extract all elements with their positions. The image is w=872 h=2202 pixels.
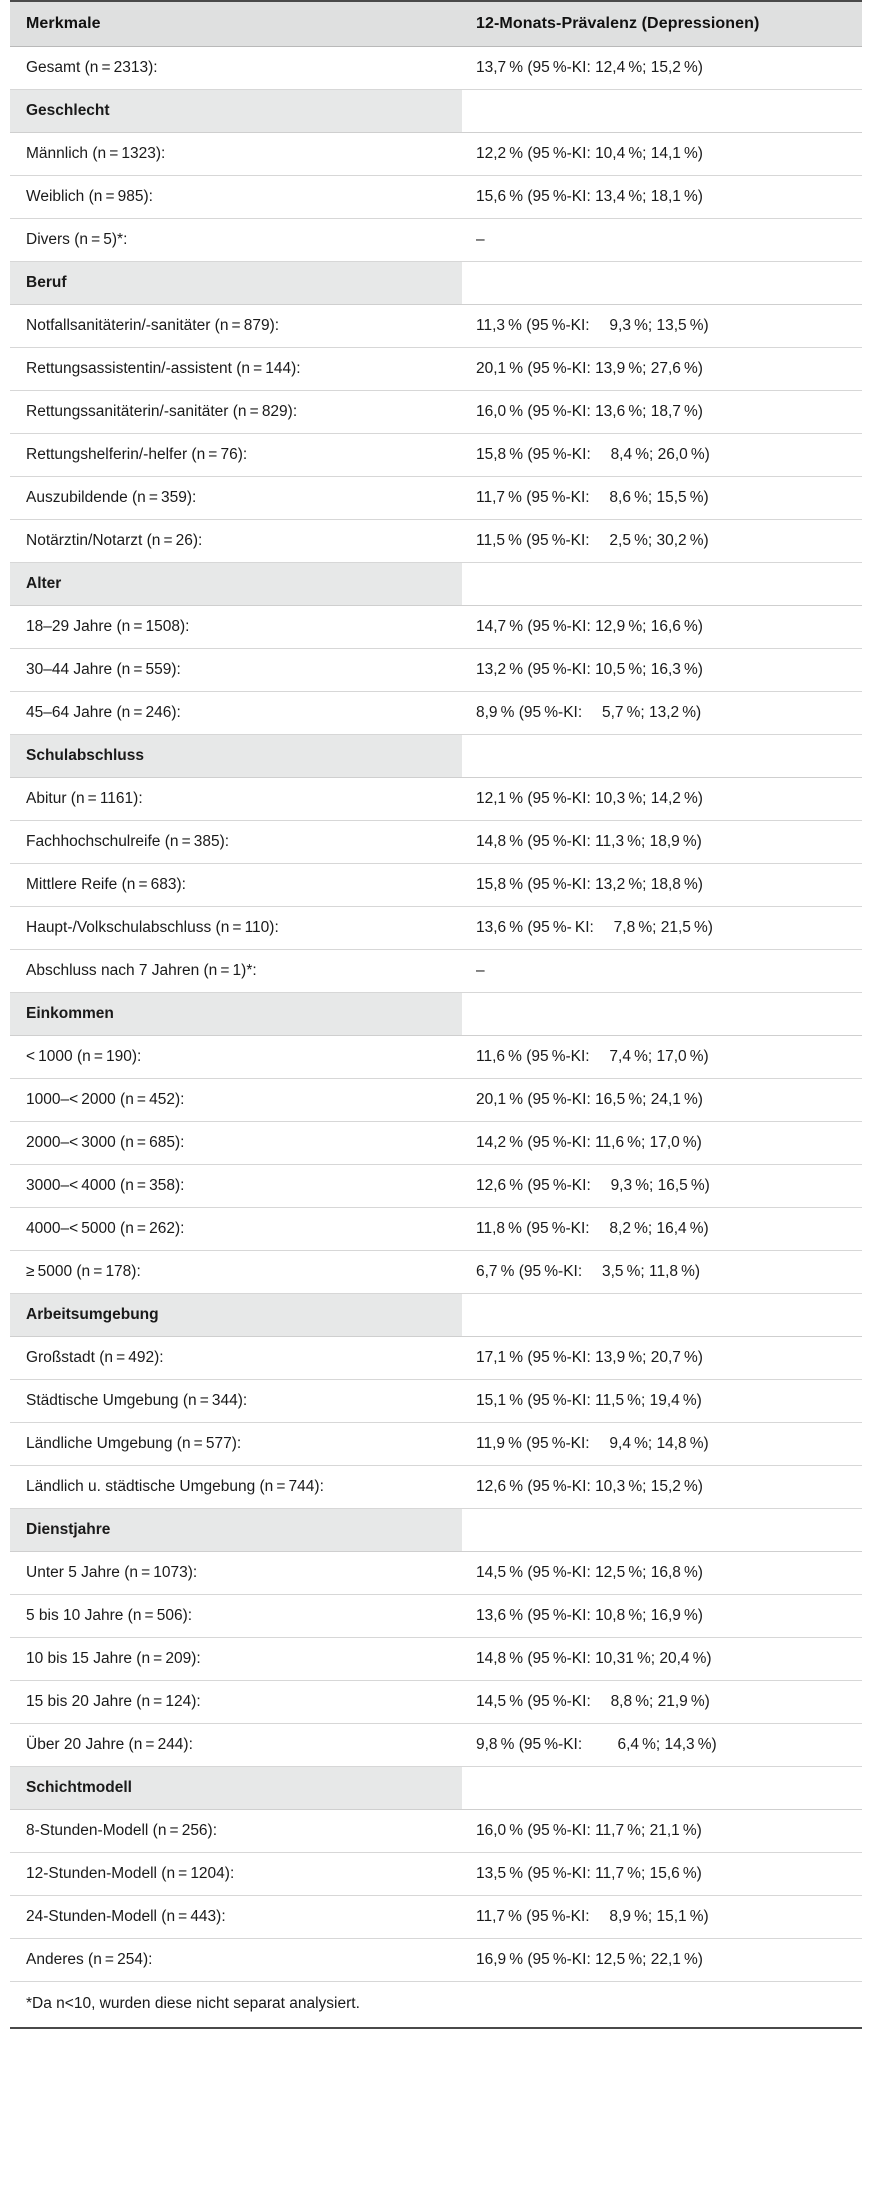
- row-value: 11,9 % (95 %-KI: 9,4 %; 14,8 %): [462, 1423, 862, 1466]
- group-value: [462, 90, 862, 133]
- table-row: [10, 47, 862, 90]
- row-label: 24-Stunden-Modell (n = 443):: [10, 1896, 462, 1939]
- table-row: [10, 1724, 862, 1767]
- row-label: Rettungssanitäterin/-sanitäter (n = 829):: [10, 391, 462, 434]
- row-label: 4000–< 5000 (n = 262):: [10, 1208, 462, 1251]
- table-header-row: [10, 1, 862, 47]
- row-value: 13,6 % (95 %-KI: 10,8 %; 16,9 %): [462, 1595, 862, 1638]
- group-label: Geschlecht: [10, 90, 462, 133]
- table-row: [10, 1337, 862, 1380]
- row-value: 11,7 % (95 %-KI: 8,9 %; 15,1 %): [462, 1896, 862, 1939]
- row-label: Über 20 Jahre (n = 244):: [10, 1724, 462, 1767]
- row-label: Männlich (n = 1323):: [10, 133, 462, 176]
- table-row: [10, 1208, 862, 1251]
- table-row: [10, 1036, 862, 1079]
- group-label: Schulabschluss: [10, 735, 462, 778]
- table-row: [10, 348, 862, 391]
- row-label: Rettungsassistentin/-assistent (n = 144):: [10, 348, 462, 391]
- row-value: 16,0 % (95 %-KI: 13,6 %; 18,7 %): [462, 391, 862, 434]
- table-row: [10, 1853, 862, 1896]
- row-label: 30–44 Jahre (n = 559):: [10, 649, 462, 692]
- row-label: 8-Stunden-Modell (n = 256):: [10, 1810, 462, 1853]
- row-value: 15,8 % (95 %-KI: 13,2 %; 18,8 %): [462, 864, 862, 907]
- table-row: [10, 176, 862, 219]
- table-row: [10, 477, 862, 520]
- table-row: [10, 606, 862, 649]
- table-row: [10, 1251, 862, 1294]
- row-value: 8,9 % (95 %-KI: 5,7 %; 13,2 %): [462, 692, 862, 735]
- row-value: 11,5 % (95 %-KI: 2,5 %; 30,2 %): [462, 520, 862, 563]
- table-row: [10, 434, 862, 477]
- table-row: [10, 1466, 862, 1509]
- table-group-row: [10, 90, 862, 133]
- group-label: Arbeitsumgebung: [10, 1294, 462, 1337]
- table-row: [10, 520, 862, 563]
- prevalence-table: [10, 0, 862, 1982]
- table-row: [10, 950, 862, 993]
- group-label: Einkommen: [10, 993, 462, 1036]
- table-row: [10, 1896, 862, 1939]
- row-value: 11,8 % (95 %-KI: 8,2 %; 16,4 %): [462, 1208, 862, 1251]
- table-row: [10, 1939, 862, 1982]
- table-row: [10, 1638, 862, 1681]
- row-value: 20,1 % (95 %-KI: 13,9 %; 27,6 %): [462, 348, 862, 391]
- table-group-row: [10, 993, 862, 1036]
- table-group-row: [10, 1509, 862, 1552]
- table-row: [10, 778, 862, 821]
- row-label: 12-Stunden-Modell (n = 1204):: [10, 1853, 462, 1896]
- row-label: Städtische Umgebung (n = 344):: [10, 1380, 462, 1423]
- table-row: [10, 133, 862, 176]
- row-value: –: [462, 219, 862, 262]
- table-row: [10, 305, 862, 348]
- row-label: Auszubildende (n = 359):: [10, 477, 462, 520]
- table-group-row: [10, 735, 862, 778]
- row-label: ≥ 5000 (n = 178):: [10, 1251, 462, 1294]
- table-group-row: [10, 1767, 862, 1810]
- table-row: [10, 649, 862, 692]
- table-footnote: *Da n<10, wurden diese nicht separat analysiert.: [10, 1982, 862, 2029]
- row-label: Unter 5 Jahre (n = 1073):: [10, 1552, 462, 1595]
- row-label: Abschluss nach 7 Jahren (n = 1)*:: [10, 950, 462, 993]
- row-value: 11,7 % (95 %-KI: 8,6 %; 15,5 %): [462, 477, 862, 520]
- table-row: [10, 1552, 862, 1595]
- row-label: Divers (n = 5)*:: [10, 219, 462, 262]
- row-value: 14,5 % (95 %-KI: 12,5 %; 16,8 %): [462, 1552, 862, 1595]
- row-value: 20,1 % (95 %-KI: 16,5 %; 24,1 %): [462, 1079, 862, 1122]
- row-value: 17,1 % (95 %-KI: 13,9 %; 20,7 %): [462, 1337, 862, 1380]
- table-row: [10, 1810, 862, 1853]
- row-label: 5 bis 10 Jahre (n = 506):: [10, 1595, 462, 1638]
- group-value: [462, 1767, 862, 1810]
- table-row: [10, 391, 862, 434]
- row-label: 2000–< 3000 (n = 685):: [10, 1122, 462, 1165]
- row-label: 10 bis 15 Jahre (n = 209):: [10, 1638, 462, 1681]
- table-row: [10, 1165, 862, 1208]
- row-label: < 1000 (n = 190):: [10, 1036, 462, 1079]
- row-value: 12,6 % (95 %-KI: 10,3 %; 15,2 %): [462, 1466, 862, 1509]
- row-value: 14,7 % (95 %-KI: 12,9 %; 16,6 %): [462, 606, 862, 649]
- row-label: Haupt-/Volkschulabschluss (n = 110):: [10, 907, 462, 950]
- row-value: 14,8 % (95 %-KI: 10,31 %; 20,4 %): [462, 1638, 862, 1681]
- row-label: Ländlich u. städtische Umgebung (n = 744):: [10, 1466, 462, 1509]
- row-label: Notärztin/Notarzt (n = 26):: [10, 520, 462, 563]
- row-label: Notfallsanitäterin/-sanitäter (n = 879):: [10, 305, 462, 348]
- group-label: Dienstjahre: [10, 1509, 462, 1552]
- table-row: [10, 1681, 862, 1724]
- row-value: 12,1 % (95 %-KI: 10,3 %; 14,2 %): [462, 778, 862, 821]
- row-label: Großstadt (n = 492):: [10, 1337, 462, 1380]
- table-row: [10, 907, 862, 950]
- row-label: 15 bis 20 Jahre (n = 124):: [10, 1681, 462, 1724]
- row-value: 15,1 % (95 %-KI: 11,5 %; 19,4 %): [462, 1380, 862, 1423]
- group-value: [462, 1294, 862, 1337]
- row-value: 16,9 % (95 %-KI: 12,5 %; 22,1 %): [462, 1939, 862, 1982]
- group-label: Alter: [10, 563, 462, 606]
- table-group-row: [10, 563, 862, 606]
- table-row: [10, 864, 862, 907]
- table-row: [10, 219, 862, 262]
- row-label: Anderes (n = 254):: [10, 1939, 462, 1982]
- row-value: 16,0 % (95 %-KI: 11,7 %; 21,1 %): [462, 1810, 862, 1853]
- table-row: [10, 821, 862, 864]
- row-label: 3000–< 4000 (n = 358):: [10, 1165, 462, 1208]
- table-body: [10, 47, 862, 1982]
- row-value: 9,8 % (95 %-KI: 6,4 %; 14,3 %): [462, 1724, 862, 1767]
- row-value: 13,6 % (95 %- KI: 7,8 %; 21,5 %): [462, 907, 862, 950]
- row-value: 15,8 % (95 %-KI: 8,4 %; 26,0 %): [462, 434, 862, 477]
- group-value: [462, 563, 862, 606]
- table-row: [10, 1079, 862, 1122]
- row-value: 15,6 % (95 %-KI: 13,4 %; 18,1 %): [462, 176, 862, 219]
- row-value: 13,5 % (95 %-KI: 11,7 %; 15,6 %): [462, 1853, 862, 1896]
- row-label: Mittlere Reife (n = 683):: [10, 864, 462, 907]
- row-value: 14,2 % (95 %-KI: 11,6 %; 17,0 %): [462, 1122, 862, 1165]
- table-row: [10, 1595, 862, 1638]
- row-value: 11,6 % (95 %-KI: 7,4 %; 17,0 %): [462, 1036, 862, 1079]
- row-value: 12,2 % (95 %-KI: 10,4 %; 14,1 %): [462, 133, 862, 176]
- row-label: Abitur (n = 1161):: [10, 778, 462, 821]
- column-header-praevalenz: 12-Monats-Prävalenz (Depressionen): [462, 1, 862, 47]
- table-row: [10, 1122, 862, 1165]
- group-value: [462, 262, 862, 305]
- column-header-merkmale: Merkmale: [10, 1, 462, 47]
- group-value: [462, 735, 862, 778]
- row-label: Fachhochschulreife (n = 385):: [10, 821, 462, 864]
- row-label: Ländliche Umgebung (n = 577):: [10, 1423, 462, 1466]
- row-label: Weiblich (n = 985):: [10, 176, 462, 219]
- group-value: [462, 1509, 862, 1552]
- row-label: 18–29 Jahre (n = 1508):: [10, 606, 462, 649]
- table-group-row: [10, 1294, 862, 1337]
- row-value: 14,8 % (95 %-KI: 11,3 %; 18,9 %): [462, 821, 862, 864]
- row-label: 1000–< 2000 (n = 452):: [10, 1079, 462, 1122]
- row-value: 6,7 % (95 %-KI: 3,5 %; 11,8 %): [462, 1251, 862, 1294]
- group-label: Beruf: [10, 262, 462, 305]
- row-value: 13,7 % (95 %-KI: 12,4 %; 15,2 %): [462, 47, 862, 90]
- row-label: Gesamt (n = 2313):: [10, 47, 462, 90]
- table-row: [10, 1423, 862, 1466]
- row-value: 11,3 % (95 %-KI: 9,3 %; 13,5 %): [462, 305, 862, 348]
- table-row: [10, 692, 862, 735]
- row-value: 13,2 % (95 %-KI: 10,5 %; 16,3 %): [462, 649, 862, 692]
- row-value: –: [462, 950, 862, 993]
- row-label: Rettungshelferin/-helfer (n = 76):: [10, 434, 462, 477]
- row-label: 45–64 Jahre (n = 246):: [10, 692, 462, 735]
- row-value: 14,5 % (95 %-KI: 8,8 %; 21,9 %): [462, 1681, 862, 1724]
- row-value: 12,6 % (95 %-KI: 9,3 %; 16,5 %): [462, 1165, 862, 1208]
- group-label: Schichtmodell: [10, 1767, 462, 1810]
- table-group-row: [10, 262, 862, 305]
- group-value: [462, 993, 862, 1036]
- table-row: [10, 1380, 862, 1423]
- table-header: [10, 1, 862, 47]
